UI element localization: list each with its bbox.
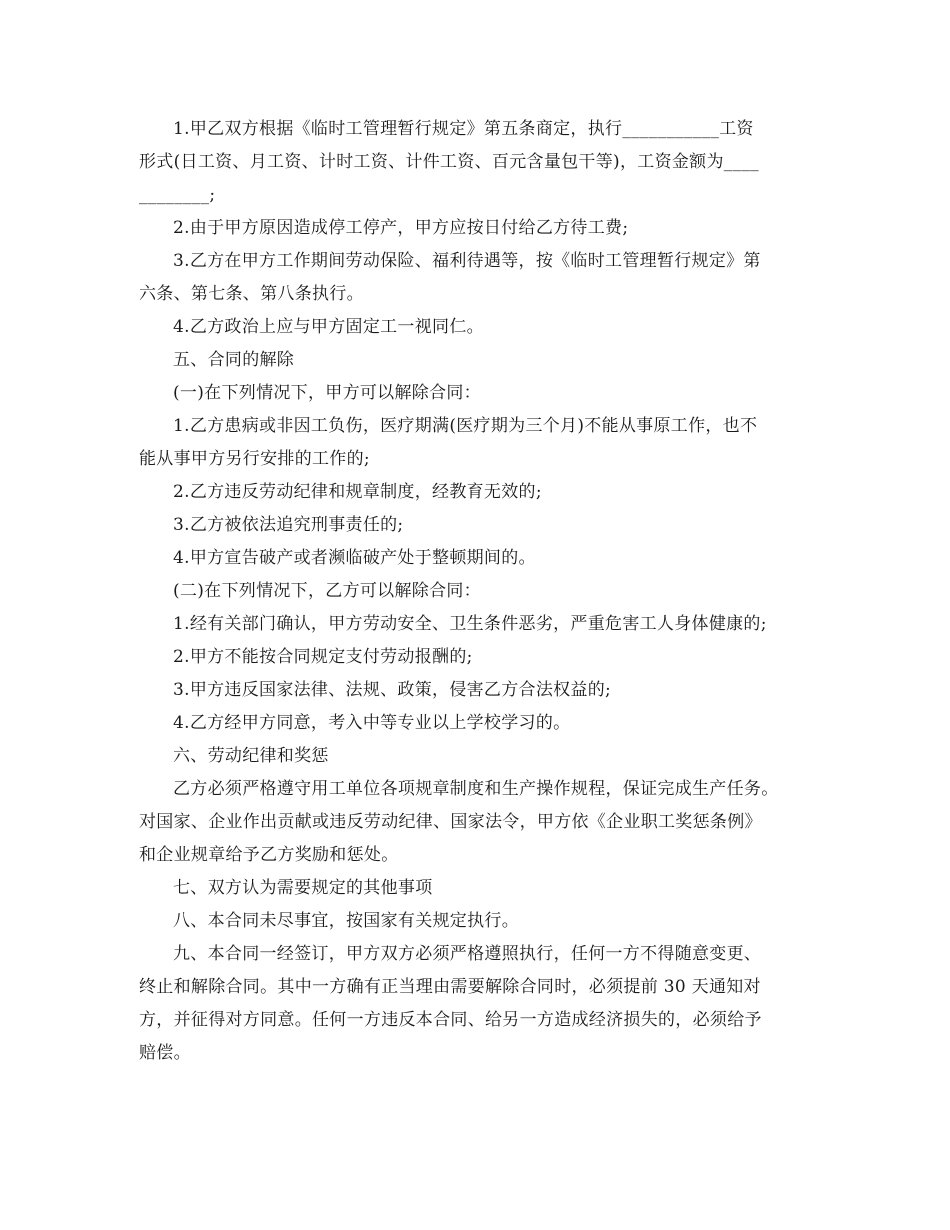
document-line: 1.甲乙双方根据《临时工管理暂行规定》第五条商定，执行___________工资 — [173, 119, 754, 139]
document-line: (一)在下列情况下，甲方可以解除合同： — [173, 383, 481, 403]
document-line: 4.乙方经甲方同意，考入中等专业以上学校学习的。 — [173, 713, 571, 733]
document-line: 形式(日工资、月工资、计时工资、计件工资、百元含量包干等)，工资金额为____ — [139, 152, 759, 172]
document-line: 1.经有关部门确认，甲方劳动安全、卫生条件恶劣，严重危害工人身体健康的; — [173, 614, 767, 634]
document-line: 4.甲方宣告破产或者濒临破产处于整顿期间的。 — [173, 548, 536, 568]
document-line: 3.乙方被依法追究刑事责任的; — [173, 515, 404, 535]
document-line: 七、双方认为需要规定的其他事项 — [173, 878, 433, 898]
document-line: (二)在下列情况下，乙方可以解除合同： — [173, 581, 481, 601]
document-line: ________; — [139, 185, 216, 205]
document-line: 3.甲方违反国家法律、法规、政策，侵害乙方合法权益的; — [173, 680, 612, 700]
document-line: 方，并征得对方同意。任何一方违反本合同、给另一方造成经济损失的，必须给予 — [139, 1010, 762, 1030]
document-line: 六条、第七条、第八条执行。 — [139, 284, 364, 304]
document-line: 3.乙方在甲方工作期间劳动保险、福利待遇等，按《临时工管理暂行规定》第 — [173, 251, 761, 271]
document-line: 2.由于甲方原因造成停工停产，甲方应按日付给乙方待工费; — [173, 218, 629, 238]
document-line: 六、劳动纪律和奖惩 — [173, 746, 329, 766]
document-line: 1.乙方患病或非因工负伤，医疗期满(医疗期为三个月)不能从事原工作，也不 — [173, 416, 758, 436]
document-line: 赔偿。 — [139, 1043, 191, 1063]
document-line: 能从事甲方另行安排的工作的; — [139, 449, 370, 469]
document-line: 终止和解除合同。其中一方确有正当理由需要解除合同时，必须提前 30 天通知对 — [139, 977, 761, 997]
document-line: 九、本合同一经签订，甲方双方必须严格遵照执行，任何一方不得随意变更、 — [173, 944, 762, 964]
document-line: 和企业规章给予乙方奖励和惩处。 — [139, 845, 399, 865]
document-line: 2.甲方不能按合同规定支付劳动报酬的; — [173, 647, 473, 667]
document-line: 对国家、企业作出贡献或违反劳动纪律、国家法令，甲方依《企业职工奖惩条例》 — [139, 812, 762, 832]
document-line: 乙方必须严格遵守用工单位各项规章制度和生产操作规程，保证完成生产任务。 — [173, 779, 779, 799]
document-line: 4.乙方政治上应与甲方固定工一视同仁。 — [173, 317, 484, 337]
document-line: 八、本合同未尽事宜，按国家有关规定执行。 — [173, 911, 519, 931]
document-line: 2.乙方违反劳动纪律和规章制度，经教育无效的; — [173, 482, 542, 502]
document-line: 五、合同的解除 — [173, 350, 295, 370]
document-body — [139, 113, 829, 1070]
